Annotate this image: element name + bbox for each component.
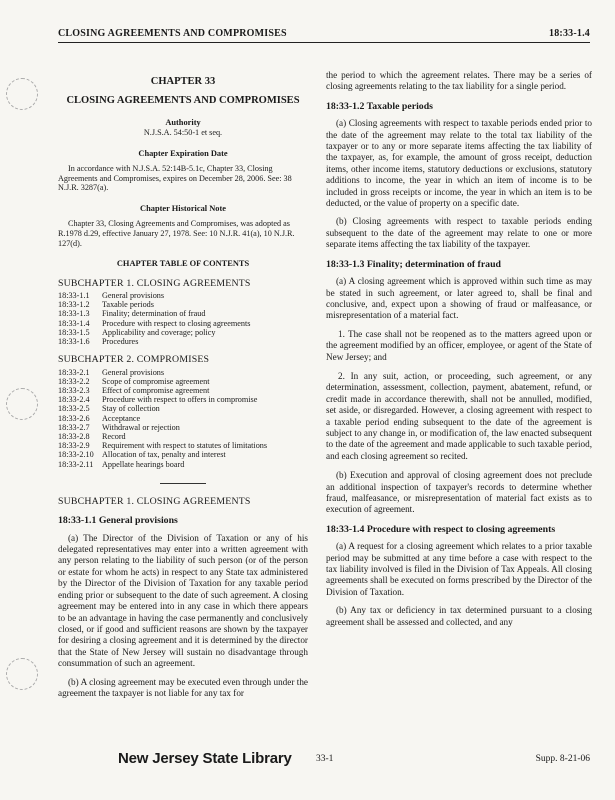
expiration-heading: Chapter Expiration Date	[138, 148, 228, 158]
toc-entry: 18:33-2.9 Requirement with respect to statutes of limitations	[58, 441, 268, 451]
chapter-number: CHAPTER 33	[150, 76, 216, 87]
supplement-date: Supp. 8-21-06	[535, 754, 590, 764]
punch-hole	[6, 388, 38, 420]
punch-hole	[6, 78, 38, 110]
section-18-33-1-2-b: (b) Closing agreements with respect to taxable periods ending subsequent to the date of the agreement may relate to one or more separate items affecting the tax liability of the taxpayer.	[326, 216, 592, 250]
history-heading: Chapter Historical Note	[140, 204, 226, 213]
toc-entry: 18:33-2.8 Record	[58, 432, 126, 442]
toc-entry: 18:33-2.3 Effect of compromise agreement	[58, 386, 210, 396]
subchapter-1-heading: SUBCHAPTER 1. CLOSING AGREEMENTS	[58, 495, 251, 507]
section-18-33-1-1-b: (b) A closing agreement may be executed even through under the agreement the taxpayer is not liable for any tax for	[58, 676, 308, 698]
toc-list-2	[58, 368, 308, 469]
section-18-33-1-4-b: (b) Any tax or deficiency in tax determined pursuant to a closing agreement shall be assessed and collected, and any	[326, 605, 592, 627]
toc-entry: 18:33-1.3 Finality; determination of fraud	[58, 309, 206, 319]
authority-text: N.J.S.A. 54:50-1 et seq.	[143, 128, 223, 138]
section-18-33-1-4-a: (a) A request for a closing agreement which relates to a prior taxable period may be submitted at any time before a case with respect to the tax liability involved is filed in the Division of Tax Appeals. All closing agreements shall be executed on forms prescribed by the Director of the Division of Taxation.	[326, 541, 592, 597]
toc-subchapter-1: SUBCHAPTER 1. CLOSING AGREEMENTS	[58, 277, 251, 289]
toc-entry: 18:33-2.1 General provisions	[58, 367, 165, 377]
toc-entry: 18:33-2.11 Appellate hearings board	[58, 459, 185, 469]
toc-entry: 18:33-2.5 Stay of collection	[58, 404, 160, 414]
history-text: Chapter 33, Closing Agreements and Compromises, was adopted as R.1978 d.29, effective January 27, 1978. See: 10 N.J.R. 41(a), 10 N.J.R. 127(d).	[58, 219, 295, 248]
section-18-33-1-3-a: (a) A closing agreement which is approved within such time as may be stated in such agreement, or later agreed to, shall be final and conclusive, and, expect upon a showing of fraud or malfeasance, or misrepresentation of a material fact.	[326, 276, 592, 321]
section-18-33-1-3-item-2: 2. In any suit, action, or proceeding, such agreement, or any determination, assessment, collection, payment, abatement, refund, or credit made in accordance therewith, shall not be annulled, modified, set aside, or disregarded. However, a closing agreement with respect to a taxable period ending subsequent to the date of the agreement is subject to any change in, or modification of, the law enacted subsequent to the date of the agreement and made applicable to such taxable period, and each closing agreement so recited.	[326, 370, 592, 461]
toc-entry: 18:33-2.10 Allocation of tax, penalty and interest	[58, 450, 226, 460]
toc-entry: 18:33-1.4 Procedure with respect to closing agreements	[58, 318, 251, 328]
toc-entry: 18:33-2.4 Procedure with respect to offers in compromise	[58, 395, 258, 405]
toc-entry: 18:33-1.6 Procedures	[58, 337, 139, 347]
toc-entry: 18:33-2.2 Scope of compromise agreement	[58, 376, 210, 386]
library-stamp: New Jersey State Library	[118, 750, 292, 767]
section-18-33-1-2-heading: 18:33-1.2 Taxable periods	[326, 100, 433, 112]
toc-subchapter-2: SUBCHAPTER 2. COMPROMISES	[58, 354, 210, 366]
authority-heading: Authority	[165, 117, 201, 127]
header-title: CLOSING AGREEMENTS AND COMPROMISES	[58, 28, 287, 39]
section-18-33-1-1-heading: 18:33-1.1 General provisions	[58, 515, 178, 527]
chapter-title: CLOSING AGREEMENTS AND COMPROMISES	[66, 95, 300, 107]
expiration-text: In accordance with N.J.S.A. 52:14B-5.1c, Chapter 33, Closing Agreements and Compromises, expires on December 28, 2006. See: 38 N.J.R. 3287(a).	[58, 164, 292, 193]
section-18-33-1-3-heading: 18:33-1.3 Finality; determination of fraud	[326, 258, 501, 270]
toc-list-1	[58, 291, 308, 346]
toc-entry: 18:33-2.7 Withdrawal or rejection	[58, 422, 180, 432]
section-18-33-1-3-b: (b) Execution and approval of closing agreement does not preclude an additional inspection of taxpayer's records to determine whether fraud, malfeasance, or misrepresentation of material fact exists as to execution of agreement.	[326, 470, 592, 515]
toc-entry: 18:33-1.2 Taxable periods	[58, 300, 154, 310]
page-footer	[58, 750, 590, 770]
left-column	[58, 70, 308, 706]
right-column	[326, 70, 592, 635]
section-18-33-1-1-a: (a) The Director of the Division of Taxation or any of his delegated representatives may enter into a written agreement with any person relating to the liability of such person (or of the person or estate for whom he acts) in respect to any State tax administered by the Director of the Division of Taxation for any taxable period ending prior or subsequent to the date of such agreement. A closing agreement may be entered into in any case in which there appears to be an advantage in having the case permanently and conclusively closed, or if good and sufficient reasons are shown by the taxpayer for desiring a closing agreement and it is determined by the director that the State of New Jersey will sustain no disadvantage through consummation of such an agreement.	[58, 532, 308, 669]
section-18-33-1-4-heading: 18:33-1.4 Procedure with respect to closing agreements	[326, 523, 556, 535]
section-18-33-1-2-a: (a) Closing agreements with respect to taxable periods ended prior to the date of the agreement may relate to the total tax liability of the taxpayer or to any or more separate items affecting the tax liability of the taxpayer, as, for example, the amount of gross receipt, deduction items, other income items, statutory deductions or exclusions, statutory additions to income, the year in which an item of income is to be included in gross receipts or income, the year in which an item is to be deducted, or the value of property on a specific date.	[326, 118, 592, 209]
page-number: 33-1	[316, 754, 334, 764]
toc-entry: 18:33-1.5 Applicability and coverage; policy	[58, 327, 216, 337]
section-18-33-1-3-item-1: 1. The case shall not be reopened as to the matters agreed upon or the agreement modified by an officer, employee, or agent of the State of New Jersey; and	[326, 328, 592, 362]
section-continuation: the period to which the agreement relates. There may be a series of closing agreements relating to the tax liability for a single period.	[326, 70, 592, 92]
running-header	[58, 28, 590, 43]
toc-entry: 18:33-1.1 General provisions	[58, 291, 165, 300]
punch-hole	[6, 658, 38, 690]
toc-entry: 18:33-2.6 Acceptance	[58, 413, 141, 423]
toc-heading: CHAPTER TABLE OF CONTENTS	[116, 259, 250, 269]
header-section: 18:33-1.4	[549, 28, 590, 39]
section-divider	[160, 483, 206, 484]
